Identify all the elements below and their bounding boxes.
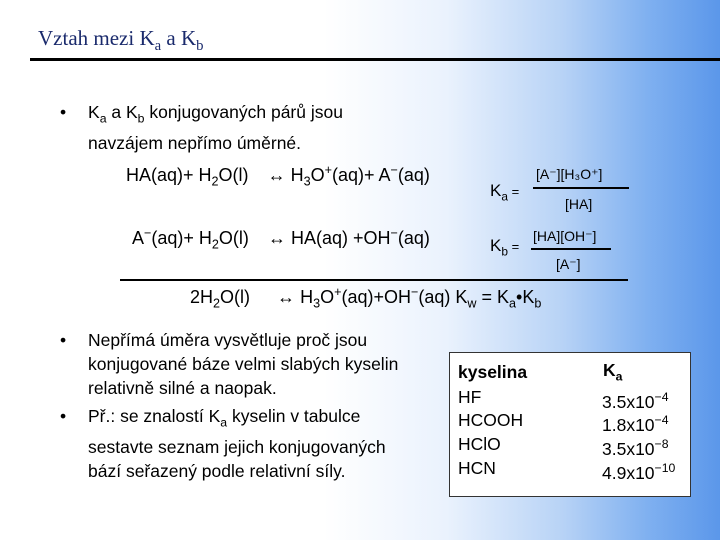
- equilibrium-arrow-icon: ↔: [277, 287, 296, 307]
- table-cell-ka: $3.5x10^{-8}$: [602, 437, 669, 459]
- table-cell-ka: $3.5x10^{-4}$: [602, 390, 669, 412]
- table-cell-acid: HCOOH: [458, 410, 524, 430]
- table-header-acid: kyselina: [458, 362, 528, 382]
- equation-acid-dissociation: $HA(aq)+ H_2O(l)$ ↔ $H_3O^+(aq)+ A^-(aq)$: [126, 163, 430, 189]
- ka-symbol: $K_a$ =: [490, 181, 520, 204]
- kb-fraction-bar: [531, 248, 611, 250]
- kb-symbol: $K_b$ =: [490, 236, 520, 259]
- table-cell-acid: HCN: [458, 458, 496, 478]
- ka-denominator: [HA]: [565, 196, 593, 212]
- bullet-marker: •: [60, 102, 67, 122]
- equation-base-dissociation: $A^-(aq)+ H_2O(l)$ ↔ HA(aq) +OH−(aq): [132, 226, 430, 252]
- bullet-marker: •: [60, 330, 67, 350]
- ka-fraction-bar: [533, 187, 629, 189]
- bullet-marker: •: [60, 406, 67, 426]
- ka-numerator: [A⁻][H₃O⁺]: [536, 166, 603, 182]
- equilibrium-arrow-icon: ↔: [267, 165, 286, 185]
- title-divider: [30, 58, 720, 61]
- bullet-exercise: • Př.: se znalostí $K_a$ kyselin v tabulce sestavte seznam jejich konjugovaných bází seřazený podle relativní síly.: [60, 406, 386, 481]
- sum-line: [120, 279, 628, 281]
- table-cell-acid: HClO: [458, 434, 501, 454]
- table-cell-ka: $1.8x10^{-4}$: [602, 413, 669, 435]
- bullet-explanation: • Nepřímá úměra vysvětluje proč jsou konjugované báze velmi slabých kyselin relativně silné a naopak.: [60, 330, 399, 398]
- equation-water-autoionization: $2H_2O(l)$ ↔ $H_3O^+(aq)+OH^-(aq) K_w$ = $K_a•K_b$: [190, 285, 542, 311]
- table-cell-acid: HF: [458, 387, 482, 407]
- bullet-conjugate-relation: • $K_a$ a $K_b$ konjugovaných párů jsou navzájem nepřímo úměrné.: [60, 102, 343, 153]
- table-cell-ka: $4.9x10^{-10}$: [602, 461, 676, 483]
- table-header-ka: $K_a$: [603, 360, 623, 384]
- page-title: Vztah mezi $K_a$ a $K_b$: [38, 26, 204, 55]
- kb-denominator: [A⁻]: [556, 256, 581, 272]
- equilibrium-arrow-icon: ↔: [267, 228, 286, 248]
- kb-numerator: [HA][OH⁻]: [533, 228, 597, 244]
